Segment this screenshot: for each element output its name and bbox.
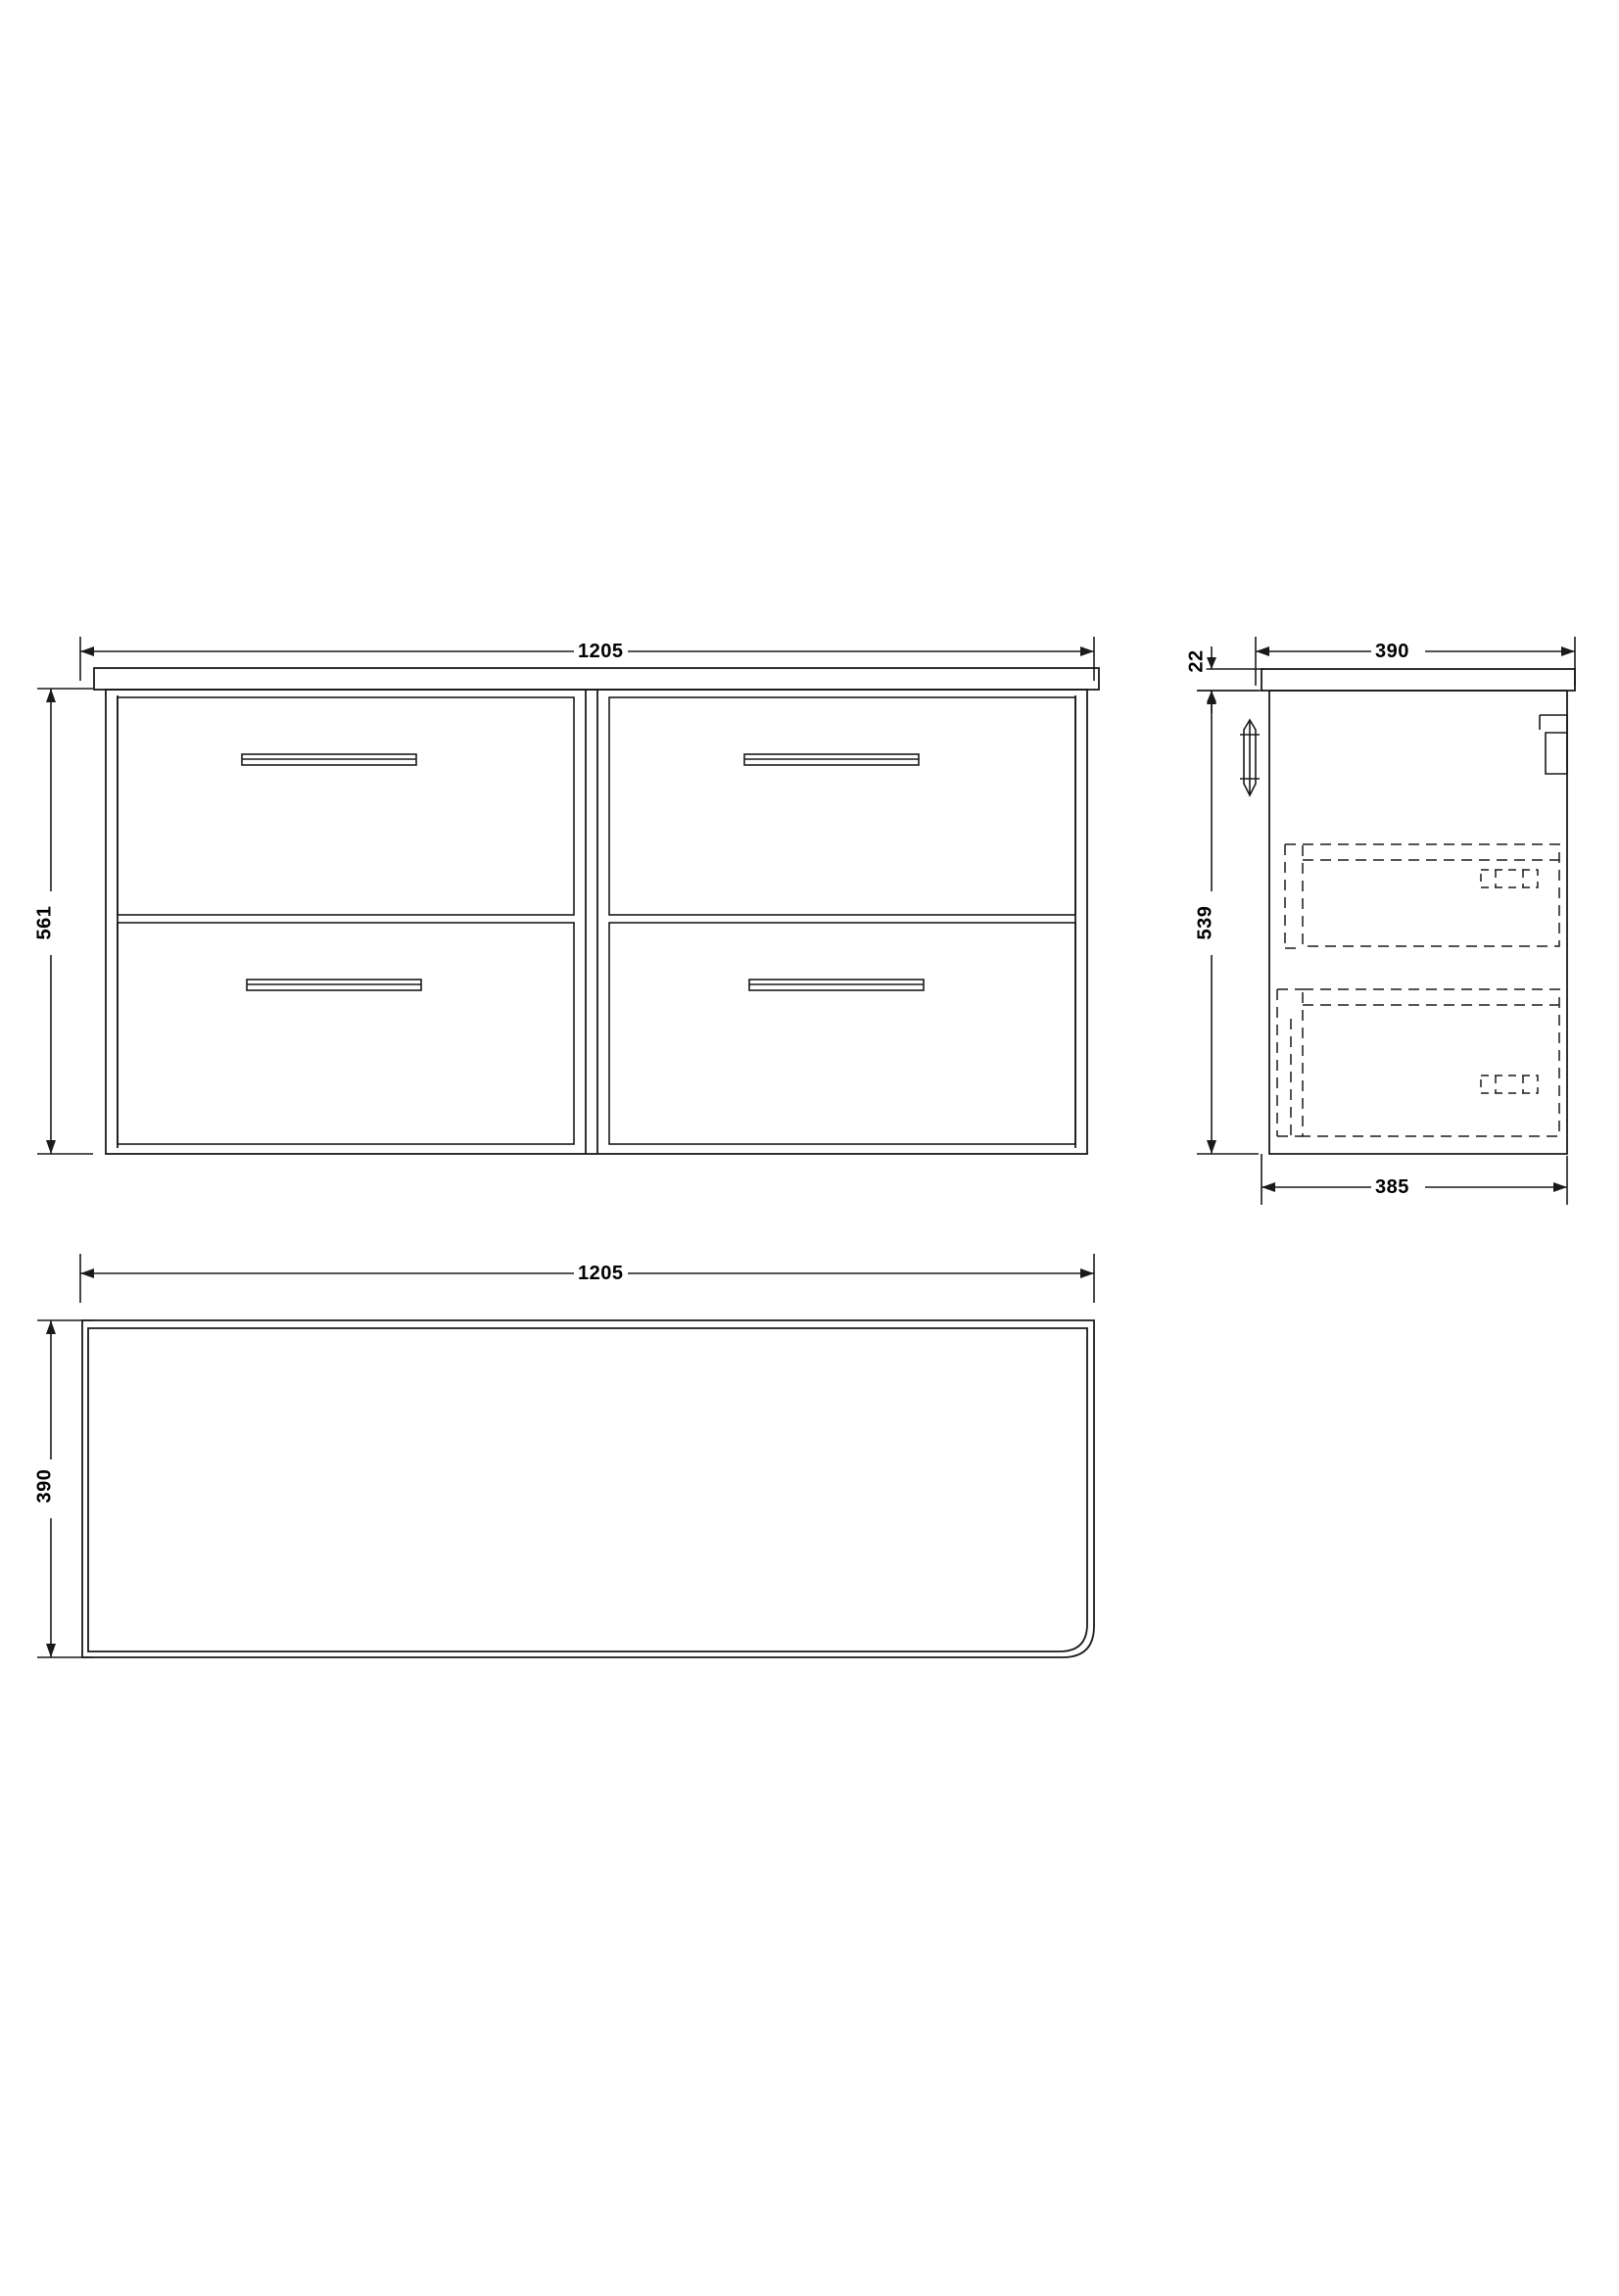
side-wall-bracket — [1540, 715, 1567, 774]
side-elevation-view — [1197, 637, 1575, 1205]
front-handle-right-bottom — [749, 980, 924, 990]
front-width-dimension-label: 1205 — [574, 642, 628, 661]
plan-worktop-outline — [82, 1320, 1094, 1657]
front-drawer-left-bottom — [118, 923, 574, 1144]
front-drawer-right-top — [609, 697, 1075, 915]
side-hidden-handle-lower — [1481, 1076, 1538, 1093]
plan-width-dimension-label: 1205 — [574, 1264, 628, 1283]
front-worktop — [94, 668, 1099, 690]
side-depth-dimension — [1256, 637, 1575, 686]
plan-view — [37, 1254, 1094, 1657]
plan-depth-dimension-label: 390 — [34, 1465, 54, 1507]
side-carcass-depth-dimension-label: 385 — [1371, 1177, 1413, 1197]
side-depth-dimension-label: 390 — [1371, 642, 1413, 661]
side-hidden-drawers — [1277, 844, 1559, 1136]
side-carcass-outline — [1269, 691, 1567, 1154]
side-front-detail — [1240, 720, 1260, 795]
front-height-dimension-label: 561 — [34, 902, 54, 944]
front-drawer-right-bottom — [609, 923, 1075, 1144]
front-elevation-view — [37, 637, 1099, 1154]
front-handle-right-top — [744, 754, 919, 765]
side-carcass-depth-dimension — [1262, 1154, 1567, 1205]
front-handle-left-top — [242, 754, 416, 765]
front-drawer-left-top — [118, 697, 574, 915]
side-carcass-height-dimension-label: 539 — [1195, 902, 1214, 944]
side-hidden-handle-upper — [1481, 870, 1538, 887]
side-worktop-thickness-dimension-label: 22 — [1187, 646, 1207, 676]
front-handle-left-bottom — [247, 980, 421, 990]
side-worktop — [1262, 669, 1575, 691]
